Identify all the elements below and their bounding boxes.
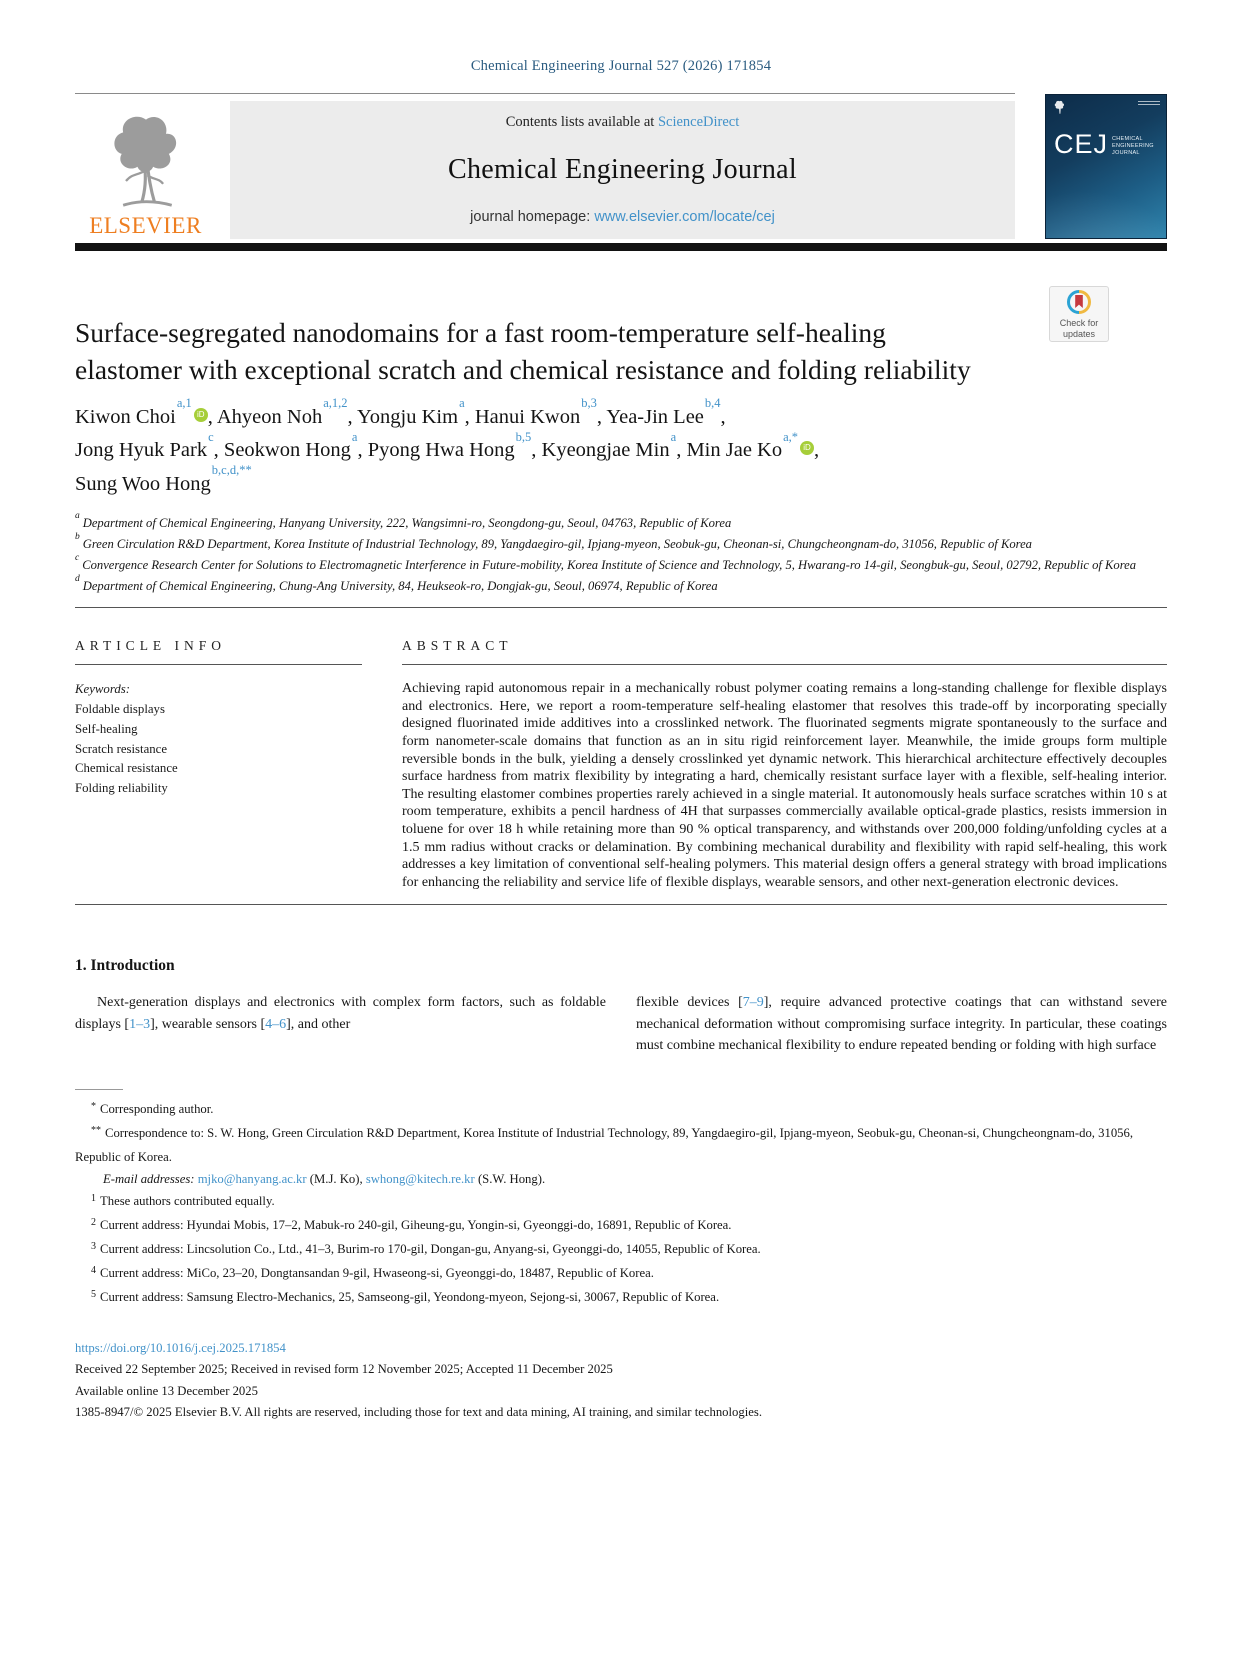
author-line	[75, 462, 1167, 501]
author-line	[75, 396, 1167, 434]
divider	[402, 664, 1167, 665]
author: Yongju Kim$^a$,	[357, 396, 475, 429]
abstract-column	[402, 638, 1167, 891]
check-updates-badge[interactable]	[1049, 286, 1109, 342]
footnote: $^1$ These authors contributed equally.	[91, 1192, 275, 1208]
section-divider	[75, 607, 1167, 608]
publication-info	[75, 1338, 1167, 1424]
divider	[75, 664, 362, 665]
cover-journal-name: CHEMICAL ENGINEERING JOURNAL	[1112, 136, 1154, 156]
cover-tree-icon	[1053, 100, 1066, 115]
sciencedirect-link[interactable]: ScienceDirect	[657, 114, 740, 130]
abstract-heading: ABSTRACT	[402, 638, 513, 654]
journal-banner	[75, 101, 1167, 239]
article-info-column	[75, 638, 362, 891]
footnote: $^3$ Current address: Lincsolution Co., Ltd., 41–3, Burim-ro 170-gil, Dongan-gu, Anyang-si, Gyeonggi-do, 14055, Republic of Korea.	[91, 1240, 761, 1256]
author: Jong Hyuk Park$^c$,	[75, 429, 224, 462]
header-bar	[75, 243, 1167, 251]
affiliation: $^c$Convergence Research Center for Solutions to Electromagnetic Interference in Future-mobility, Korea Institute of Science and Technology, 5, Hwarang-ro 14-gil, Seongbuk-gu, Seoul, 02792, Republic of Korea	[75, 553, 1137, 573]
keywords-label: Keywords:	[75, 682, 130, 697]
intro-left-column	[75, 992, 606, 1057]
email-link-mjko[interactable]: mjko@hanyang.ac.kr	[197, 1171, 307, 1186]
citation-ref[interactable]: 4–6	[265, 1016, 287, 1032]
introduction-heading: 1. Introduction	[75, 957, 175, 975]
received-line: Received 22 September 2025; Received in revised form 12 November 2025; Accepted 11 December 2025	[75, 1362, 613, 1377]
contents-line	[506, 114, 740, 131]
orcid-icon[interactable]: iD	[800, 441, 814, 455]
footnote: $^5$ Current address: Samsung Electro-Mechanics, 25, Samseong-gil, Yeondong-myeon, Sejong-si, 30067, Republic of Korea.	[91, 1288, 720, 1304]
elsevier-logo[interactable]	[75, 101, 230, 239]
author: Yea-Jin Lee$^{b,4}$,	[606, 396, 726, 429]
homepage-prefix: journal homepage:	[470, 209, 595, 225]
abstract-text: Achieving rapid autonomous repair in a mechanically robust polymer coating remains a long-standing challenge for flexible displays and electronics. Here, we report a room-temperature self-healing elastomer that resolves this trade-off by incorporating specially designed fluorinated imide additives into a crosslinked network. The fluorinated segments migrate spontaneously to the surface and form nanometer-scale domains that function as an in situ rigid reinforcement layer. Meanwhile, the imide groups form multiple reversible bonds in the bulk, yielding a densely crosslinked yet dynamic network. This hierarchical architecture effectively decouples surface hardness from matrix flexibility by integrating a hard, chemically resistant surface layer with a flexible, self-healing interior. The resulting elastomer combines properties rarely achieved in a single material. It autonomously heals surface scratches within 10 s at room temperature, exhibits a pencil hardness of 4H that surpasses commercially available optical-grade plastics, resists immersion in toluene for over 18 h while retaining more than 90 % optical transparency, and withstands over 200,000 folding/unfolding cycles at a 1.5 mm radius without cracks or delamination. By combining mechanical durability and flexibility with rapid self-healing, this work addresses a key limitation of conventional self-healing polymers. This material design offers a general strategy with broad implications for enhancing the reliability and service life of flexible displays, wearable sensors, and other next-generation electronic devices.	[402, 681, 1167, 890]
badge-label-line1: Check for	[1059, 318, 1099, 329]
journal-homepage-link[interactable]: www.elsevier.com/locate/cej	[594, 209, 775, 225]
article-title: Surface-segregated nanodomains for a fast room-temperature self-healing elastomer with exceptional scratch and chemical resistance and folding reliability	[75, 317, 971, 386]
author: Kiwon Choi$^{a,1}$iD ,	[75, 396, 217, 429]
author: Kyeongjae Min$^a$,	[541, 429, 687, 462]
footnotes	[75, 1098, 1167, 1310]
journal-title: Chemical Engineering Journal	[448, 154, 797, 185]
keyword: Chemical resistance	[75, 761, 178, 776]
intro-paragraph: flexible devices [7–9], require advanced protective coatings that can withstand severe mechanical deformation without compromising surface integrity. In particular, these coatings must combine mechanical flexibility to endure repeated bending or folding with high surface	[636, 995, 1168, 1054]
crossmark-icon	[1066, 289, 1092, 316]
journal-citation: Chemical Engineering Journal 527 (2026) 171854	[470, 58, 772, 74]
intro-paragraph: Next-generation displays and electronics with complex form factors, such as foldable displays [1–3], wearable sensors [4–6], and other	[75, 995, 606, 1032]
section-divider	[75, 904, 1167, 905]
author: Hanui Kwon$^{b,3}$,	[474, 396, 607, 429]
email-link-swhong[interactable]: swhong@kitech.re.kr	[365, 1171, 475, 1186]
author: Seokwon Hong$^a$,	[223, 429, 368, 462]
keyword: Scratch resistance	[75, 741, 168, 756]
citation-ref[interactable]: 1–3	[129, 1016, 151, 1032]
citation-ref[interactable]: 7–9	[742, 995, 764, 1011]
article-info-heading: ARTICLE INFO	[75, 638, 227, 654]
keyword: Foldable displays	[75, 702, 165, 716]
affiliation: $^d$Department of Chemical Engineering, Chung-Ang University, 84, Heukseok-ro, Dongjak-gu, Seoul, 06974, Republic of Korea	[75, 574, 718, 594]
elsevier-wordmark: ELSEVIER	[89, 213, 202, 238]
elsevier-tree-icon	[100, 111, 192, 211]
cover-issue-lines	[1138, 101, 1160, 107]
banner-box	[230, 101, 1015, 239]
homepage-line	[470, 209, 775, 225]
author-list	[75, 396, 1167, 501]
affiliation: $^a$Department of Chemical Engineering, Hanyang University, 222, Wangsimni-ro, Seongdong-gu, Seoul, 04763, Republic of Korea	[75, 510, 732, 531]
top-divider	[75, 93, 1015, 94]
affiliation: $^b$Green Circulation R&D Department, Korea Institute of Industrial Technology, 89, Yangdaegiro-gil, Ipjang-myeon, Seobuk-gu, Cheonan-si, Chungcheongnam-do, 31056, Republic of Korea	[75, 531, 1032, 552]
author: Min Jae $Ko^{a,*}iD$ ,	[686, 429, 820, 462]
footnote-email: E-mail addresses: mjko@hanyang.ac.kr (M.J. Ko), swhong@kitech.re.kr (S.W. Hong).	[103, 1171, 546, 1186]
doi-link[interactable]: https://doi.org/10.1016/j.cej.2025.171854	[75, 1340, 286, 1355]
footnote: * Corresponding author.	[91, 1100, 214, 1116]
author: Ahyeon Noh$^{a,1,2}$,	[216, 396, 358, 429]
footnote-divider	[75, 1089, 123, 1090]
footnote: $^2$ Current address: Hyundai Mobis, 17–2, Mabuk-ro 240-gil, Giheung-gu, Yongin-si, Gyeonggi-do, 16891, Republic of Korea.	[91, 1216, 732, 1232]
orcid-icon[interactable]: iD	[194, 408, 208, 422]
badge-label-line2: updates	[1062, 328, 1096, 339]
author: Pyong Hwa Hong$^{b,5}$,	[367, 429, 542, 462]
contents-prefix: Contents lists available at	[505, 114, 658, 130]
keyword: Folding reliability	[75, 781, 168, 796]
cover-initials: CEJ	[1054, 129, 1109, 159]
footnote: $^4$ Current address: MiCo, 23–20, Dongtansandan 9-gil, Hwaseong-si, Gyeonggi-do, 18487, Republic of Korea.	[91, 1264, 654, 1280]
available-line: Available online 13 December 2025	[75, 1383, 258, 1398]
copyright-line: 1385-8947/© 2025 Elsevier B.V. All rights are reserved, including those for text and data mining, AI training, and similar technologies.	[75, 1405, 762, 1420]
keyword: Self-healing	[75, 721, 138, 736]
journal-cover[interactable]	[1045, 94, 1167, 239]
affiliations	[75, 510, 1167, 597]
cover-logo	[1054, 131, 1154, 158]
intro-right-column	[636, 992, 1167, 1057]
author: Sung Woo Hong$^{b,c,d,**}$	[75, 462, 252, 495]
footnote: ** Correspondence to: S. W. Hong, Green Circulation R&D Department, Korea Institute of Industrial Technology, 89, Yangdaegiro-gil, Ipjang-myeon, Seobuk-gu, Cheonan-si, Chungcheongnam-do, 31056, Republic of Korea.	[75, 1124, 1134, 1164]
